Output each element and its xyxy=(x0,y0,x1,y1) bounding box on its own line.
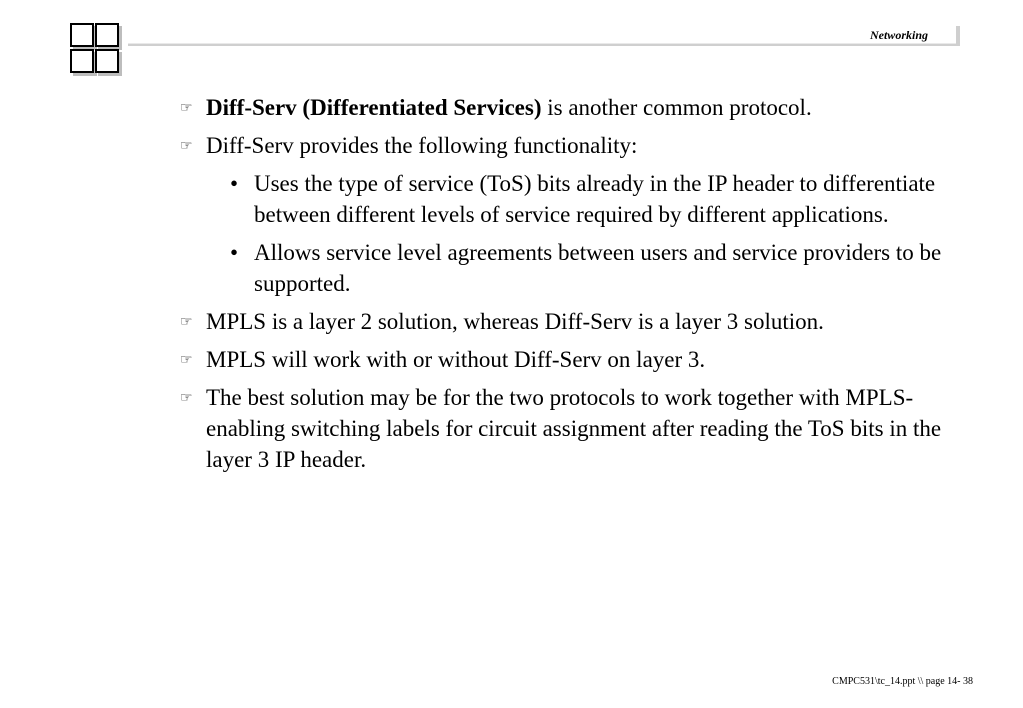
item-text: Diff-Serv provides the following functionality: xyxy=(206,133,638,158)
item-text: The best solution may be for the two protocols to work together with MPLS-enabling switching labels for circuit assignment after reading the ToS bits in the layer 3 IP header. xyxy=(206,385,942,472)
header-divider xyxy=(128,43,958,46)
item-text: MPLS will work with or without Diff-Serv on layer 3. xyxy=(206,347,706,372)
sub-list-item xyxy=(180,168,950,230)
sub-list-item xyxy=(180,237,950,299)
pointing-hand-icon: ☞ xyxy=(180,314,193,330)
header-divider-end xyxy=(956,26,960,46)
list-item xyxy=(180,344,950,375)
item-text: is another common protocol. xyxy=(541,95,812,120)
header-title: Networking xyxy=(869,28,928,42)
list-item xyxy=(180,92,950,123)
pointing-hand-icon: ☞ xyxy=(180,352,193,368)
bullet-dot-icon: • xyxy=(230,240,239,265)
bullet-dot-icon: • xyxy=(230,171,239,196)
four-squares-logo-icon xyxy=(68,21,122,75)
pointing-hand-icon: ☞ xyxy=(180,100,193,116)
logo-square xyxy=(70,23,94,47)
list-item xyxy=(180,382,950,475)
list-item xyxy=(180,130,950,161)
pointing-hand-icon: ☞ xyxy=(180,138,193,154)
logo-square xyxy=(95,23,119,47)
list-item xyxy=(180,306,950,337)
logo-square xyxy=(70,49,94,73)
logo-square xyxy=(95,49,119,73)
item-bold-text: Diff-Serv (Differentiated Services) xyxy=(206,95,542,120)
item-text: MPLS is a layer 2 solution, whereas Diff-Serv is a layer 3 solution. xyxy=(206,309,824,334)
sub-item-text: Uses the type of service (ToS) bits already in the IP header to differentiate between different levels of service required by different applications. xyxy=(254,171,936,227)
sub-item-text: Allows service level agreements between users and service providers to be supported. xyxy=(254,240,942,296)
page-footer: CMPC531\tc_14.ppt \\ page 14- 38 xyxy=(832,676,973,687)
slide-content xyxy=(180,92,950,482)
pointing-hand-icon: ☞ xyxy=(180,390,193,406)
